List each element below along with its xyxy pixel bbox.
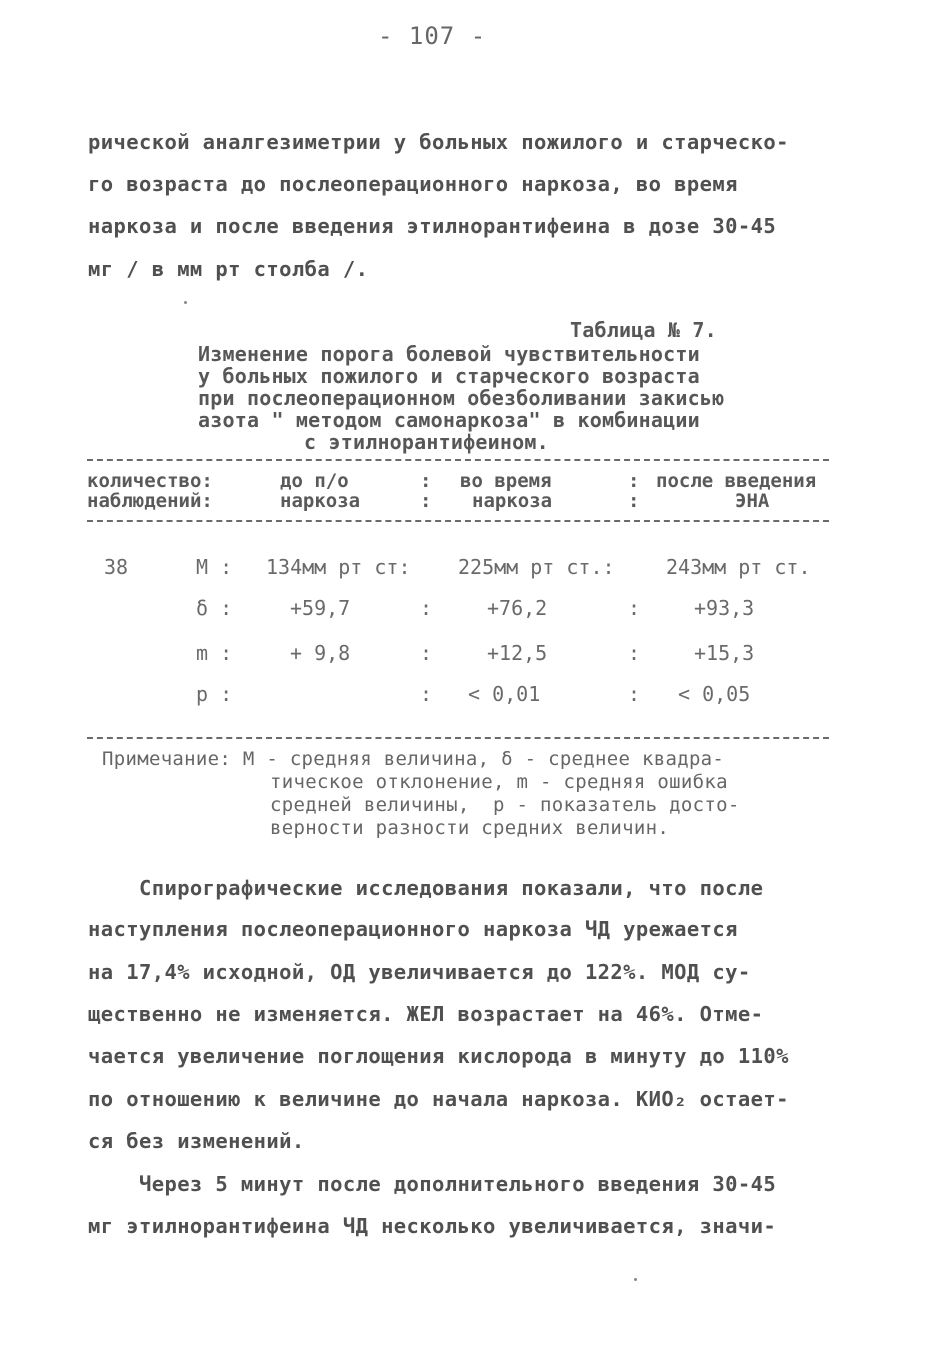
scan-speck xyxy=(184,301,187,304)
cell-sep: : xyxy=(420,596,433,620)
body-line: наступления послеоперационного наркоза ЧД урежается xyxy=(88,917,738,941)
intro-line: наркоза и после введения этилнорантифеина в дозе 30-45 xyxy=(88,214,777,238)
table-note-line: Примечание: М - средняя величина, δ - среднее квадра- xyxy=(102,748,725,770)
value-during: +76,2 xyxy=(487,596,548,620)
intro-line: рической аналгезиметрии у больных пожилого и старческо- xyxy=(88,130,789,154)
table-note-line: средней величины, р - показатель досто- xyxy=(270,794,740,816)
table-title-line: Изменение порога болевой чувствительности xyxy=(198,342,700,366)
header-before: до п/о xyxy=(280,470,349,492)
header-sep: : xyxy=(628,470,640,492)
header-count: количество: xyxy=(87,470,213,492)
stat-label: М : xyxy=(196,555,233,579)
intro-line: мг / в мм рт столба /. xyxy=(88,257,369,281)
value-during: < 0,01 xyxy=(468,682,541,706)
observations-count: 38 xyxy=(104,555,129,579)
header-during: наркоза xyxy=(472,490,553,512)
cell-sep: : xyxy=(628,641,641,665)
table-title-line: с этилнорантифеином. xyxy=(304,430,549,454)
value-before: +59,7 xyxy=(290,596,351,620)
header-sep: : xyxy=(420,470,432,492)
header-before: наркоза xyxy=(280,490,361,512)
intro-line: го возраста до послеоперационного наркоза, во время xyxy=(88,172,738,196)
body-line: щественно не изменяется. ЖЕЛ возрастает на 46%. Отме- xyxy=(88,1002,764,1026)
body-line: Спирографические исследования показали, что после xyxy=(88,876,764,900)
value-after: < 0,05 xyxy=(678,682,751,706)
cell-sep: : xyxy=(628,596,641,620)
table-note-line: тическое отклонение, m - средняя ошибка xyxy=(270,771,728,793)
value-before: 134мм рт ст: xyxy=(266,555,411,579)
cell-sep: : xyxy=(420,641,433,665)
table-title-line: при послеоперационном обезболивании закисью xyxy=(198,386,725,410)
stat-label: m : xyxy=(196,641,233,665)
table-title-line: азота " методом самонаркоза" в комбинации xyxy=(198,408,700,432)
body-line: Через 5 минут после дополнительного введения 30-45 xyxy=(88,1172,777,1196)
stat-label: δ : xyxy=(196,596,233,620)
body-line: ся без изменений. xyxy=(88,1129,305,1153)
header-sep: : xyxy=(628,490,640,512)
table-top-rule xyxy=(87,459,829,461)
value-after: +93,3 xyxy=(694,596,755,620)
table-header-rule xyxy=(87,520,829,522)
page-number: - 107 - xyxy=(378,22,487,50)
table-title-line: у больных пожилого и старческого возраста xyxy=(198,364,700,388)
body-line: на 17,4% исходной, ОД увеличивается до 122%. МОД су- xyxy=(88,960,751,984)
value-before: + 9,8 xyxy=(290,641,351,665)
value-during: 225мм рт ст.: xyxy=(458,555,615,579)
value-during: +12,5 xyxy=(487,641,548,665)
table-note-line: верности разности средних величин. xyxy=(270,817,670,839)
header-sep: : xyxy=(420,490,432,512)
body-line: чается увеличение поглощения кислорода в минуту до 110% xyxy=(88,1044,789,1068)
body-line: мг этилнорантифеина ЧД несколько увеличивается, значи- xyxy=(88,1214,777,1238)
table-label: Таблица № 7. xyxy=(570,318,717,342)
body-line: по отношению к величине до начала наркоза. КИО₂ остает- xyxy=(88,1087,789,1111)
cell-sep: : xyxy=(420,682,433,706)
header-after: ЭНА xyxy=(735,490,770,512)
cell-sep: : xyxy=(628,682,641,706)
table-bottom-rule xyxy=(87,737,829,739)
header-after: после введения xyxy=(656,470,817,492)
scan-speck xyxy=(634,1278,637,1281)
header-during: во время xyxy=(460,470,552,492)
header-count: наблюдений: xyxy=(87,490,213,512)
value-after: +15,3 xyxy=(694,641,755,665)
stat-label: р : xyxy=(196,682,233,706)
value-after: 243мм рт ст. xyxy=(666,555,811,579)
